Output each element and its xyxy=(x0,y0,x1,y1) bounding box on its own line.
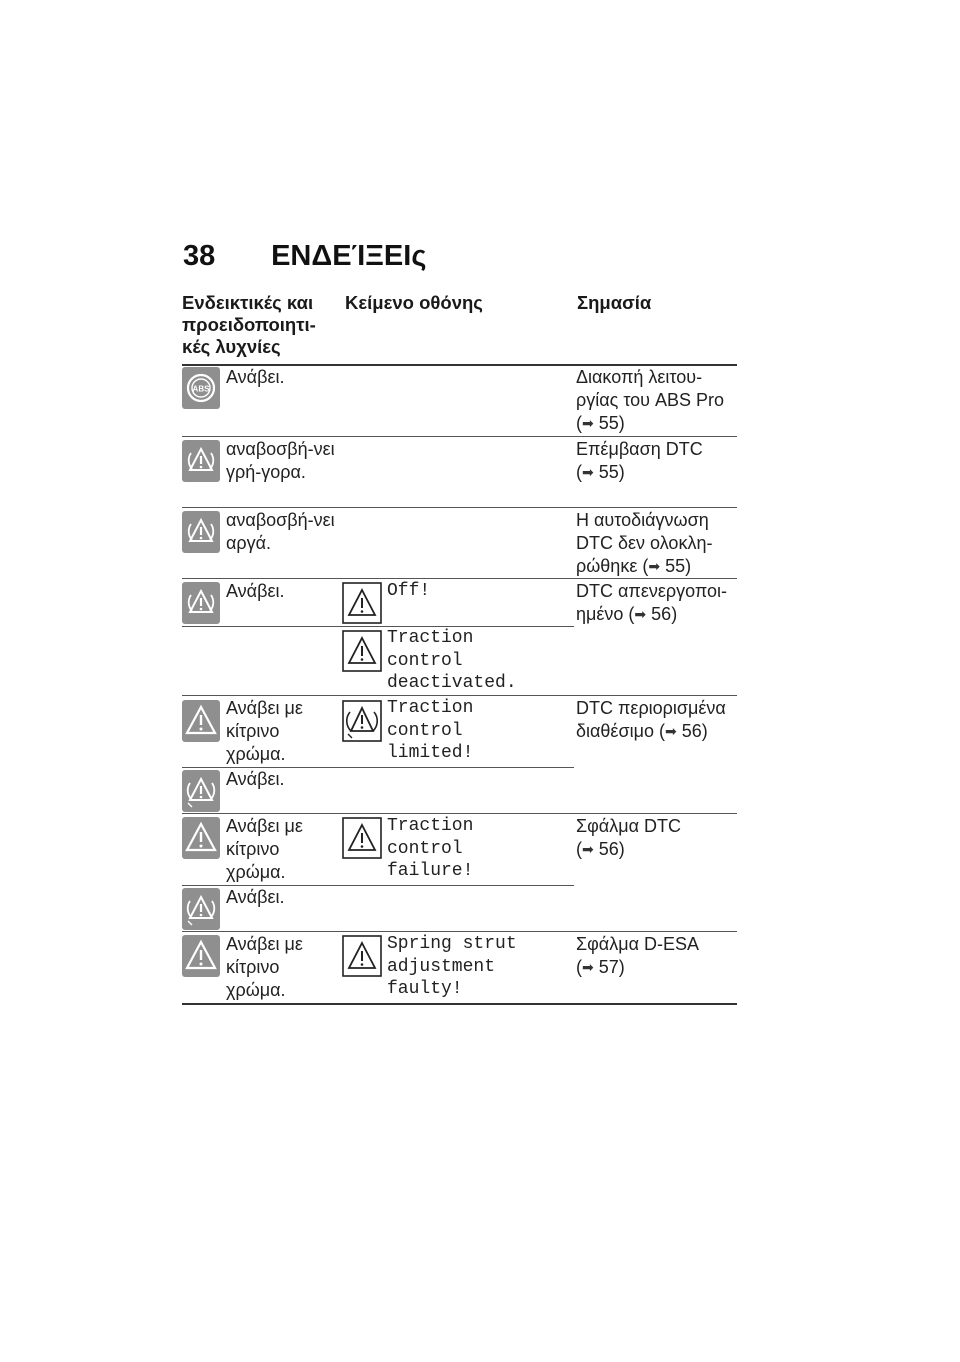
lamp-text: Ανάβει. xyxy=(226,581,285,601)
dtc-traction-light-icon xyxy=(182,770,220,812)
lamp-text: Ανάβει με κίτρινο χρώμα. xyxy=(226,934,303,1000)
meaning-cell: Σφάλμα DTC (➡ 56) xyxy=(576,816,681,859)
meaning-text: Διακοπή λειτου-ργίας του ABS Pro xyxy=(576,367,725,410)
column-header-meaning: Σημασία xyxy=(577,292,652,313)
page-ref: 55) xyxy=(598,413,625,433)
warning-triangle-light-icon xyxy=(182,511,220,553)
page-ref: 55) xyxy=(665,556,692,576)
lamp-text: Ανάβει με κίτρινο χρώμα. xyxy=(226,698,303,764)
dtc-traction-light-icon xyxy=(182,888,220,930)
meaning-text: DTC περιορισμένα διαθέσιμο xyxy=(576,698,726,741)
meaning-text: Σφάλμα D-ESA xyxy=(576,934,699,954)
warning-triangle-light-icon xyxy=(182,582,220,624)
warning-triangle-light-icon xyxy=(182,440,220,482)
display-warning-triangle-icon xyxy=(342,935,382,977)
page-ref: 55) xyxy=(598,462,625,482)
table-rule xyxy=(182,507,737,508)
lamp-text: αναβοσβή-νει αργά. xyxy=(226,510,335,553)
lamp-text: Ανάβει με κίτρινο χρώμα. xyxy=(226,816,303,882)
display-text: Spring strut adjustment faulty! xyxy=(387,934,517,999)
reference-arrow-icon: ➡ xyxy=(582,959,594,975)
meaning-cell: Η αυτοδιάγνωση DTC δεν ολοκλη-ρώθηκε (➡ 55) xyxy=(576,510,713,576)
column-header-lamps: Ενδεικτικές και προειδοποιητι-κές λυχνίες xyxy=(182,292,316,357)
display-text: Traction control limited! xyxy=(387,698,474,763)
page-ref: 57) xyxy=(598,957,625,977)
meaning-text: Επέμβαση DTC xyxy=(576,439,703,459)
reference-arrow-icon: ➡ xyxy=(664,723,677,739)
table-rule xyxy=(182,1003,737,1005)
lamp-text: Ανάβει. xyxy=(226,887,285,907)
table-rule xyxy=(182,813,737,814)
display-warning-triangle-icon xyxy=(342,582,382,624)
lamp-text: Ανάβει. xyxy=(226,769,285,789)
svg-text:ABS: ABS xyxy=(192,384,210,394)
meaning-cell: DTC απενεργοποι-ημένο (➡ 56) xyxy=(576,581,728,624)
abs-warning-light-icon xyxy=(182,367,220,409)
page-number: 38 xyxy=(183,240,216,272)
meaning-cell: Σφάλμα D-ESA (➡ 57) xyxy=(576,934,699,977)
display-text: Traction control failure! xyxy=(387,816,474,881)
warning-triangle-light-icon xyxy=(182,817,220,859)
lamp-text: αναβοσβή-νει γρή-γορα. xyxy=(226,439,335,482)
table-rule xyxy=(182,931,737,932)
meaning-text: DTC απενεργοποι-ημένο xyxy=(576,581,728,624)
reference-arrow-icon: ➡ xyxy=(634,606,647,622)
reference-arrow-icon: ➡ xyxy=(582,464,594,480)
page-header xyxy=(183,240,426,273)
display-warning-triangle-icon xyxy=(342,630,382,672)
display-warning-triangle-icon xyxy=(342,817,382,859)
display-text: Traction control deactivated. xyxy=(387,628,517,693)
table-rule xyxy=(182,436,737,437)
table-header xyxy=(182,292,737,364)
meaning-text: Η αυτοδιάγνωση DTC δεν ολοκλη-ρώθηκε xyxy=(576,510,713,576)
page-ref: 56) xyxy=(681,721,708,741)
display-text: Off! xyxy=(387,581,431,601)
page-ref: 56) xyxy=(651,604,678,624)
warning-triangle-light-icon xyxy=(182,935,220,977)
reference-arrow-icon: ➡ xyxy=(582,415,594,431)
reference-arrow-icon: ➡ xyxy=(582,841,594,857)
meaning-text: Σφάλμα DTC xyxy=(576,816,681,836)
lamp-text: Ανάβει. xyxy=(226,367,285,387)
warning-triangle-light-icon xyxy=(182,700,220,742)
page-ref: 56) xyxy=(598,839,625,859)
table-rule xyxy=(182,578,737,579)
meaning-cell: Επέμβαση DTC (➡ 55) xyxy=(576,439,703,482)
table-rule xyxy=(182,695,737,696)
page-title: ΕΝΔΕΊΞΕΙς xyxy=(271,240,427,272)
reference-arrow-icon: ➡ xyxy=(648,558,661,574)
meaning-cell: Διακοπή λειτου-ργίας του ABS Pro (➡ 55) xyxy=(576,367,725,433)
column-header-display: Κείμενο οθόνης xyxy=(345,292,483,313)
meaning-cell: DTC περιορισμένα διαθέσιμο (➡ 56) xyxy=(576,698,726,741)
display-dtc-icon xyxy=(342,700,382,742)
